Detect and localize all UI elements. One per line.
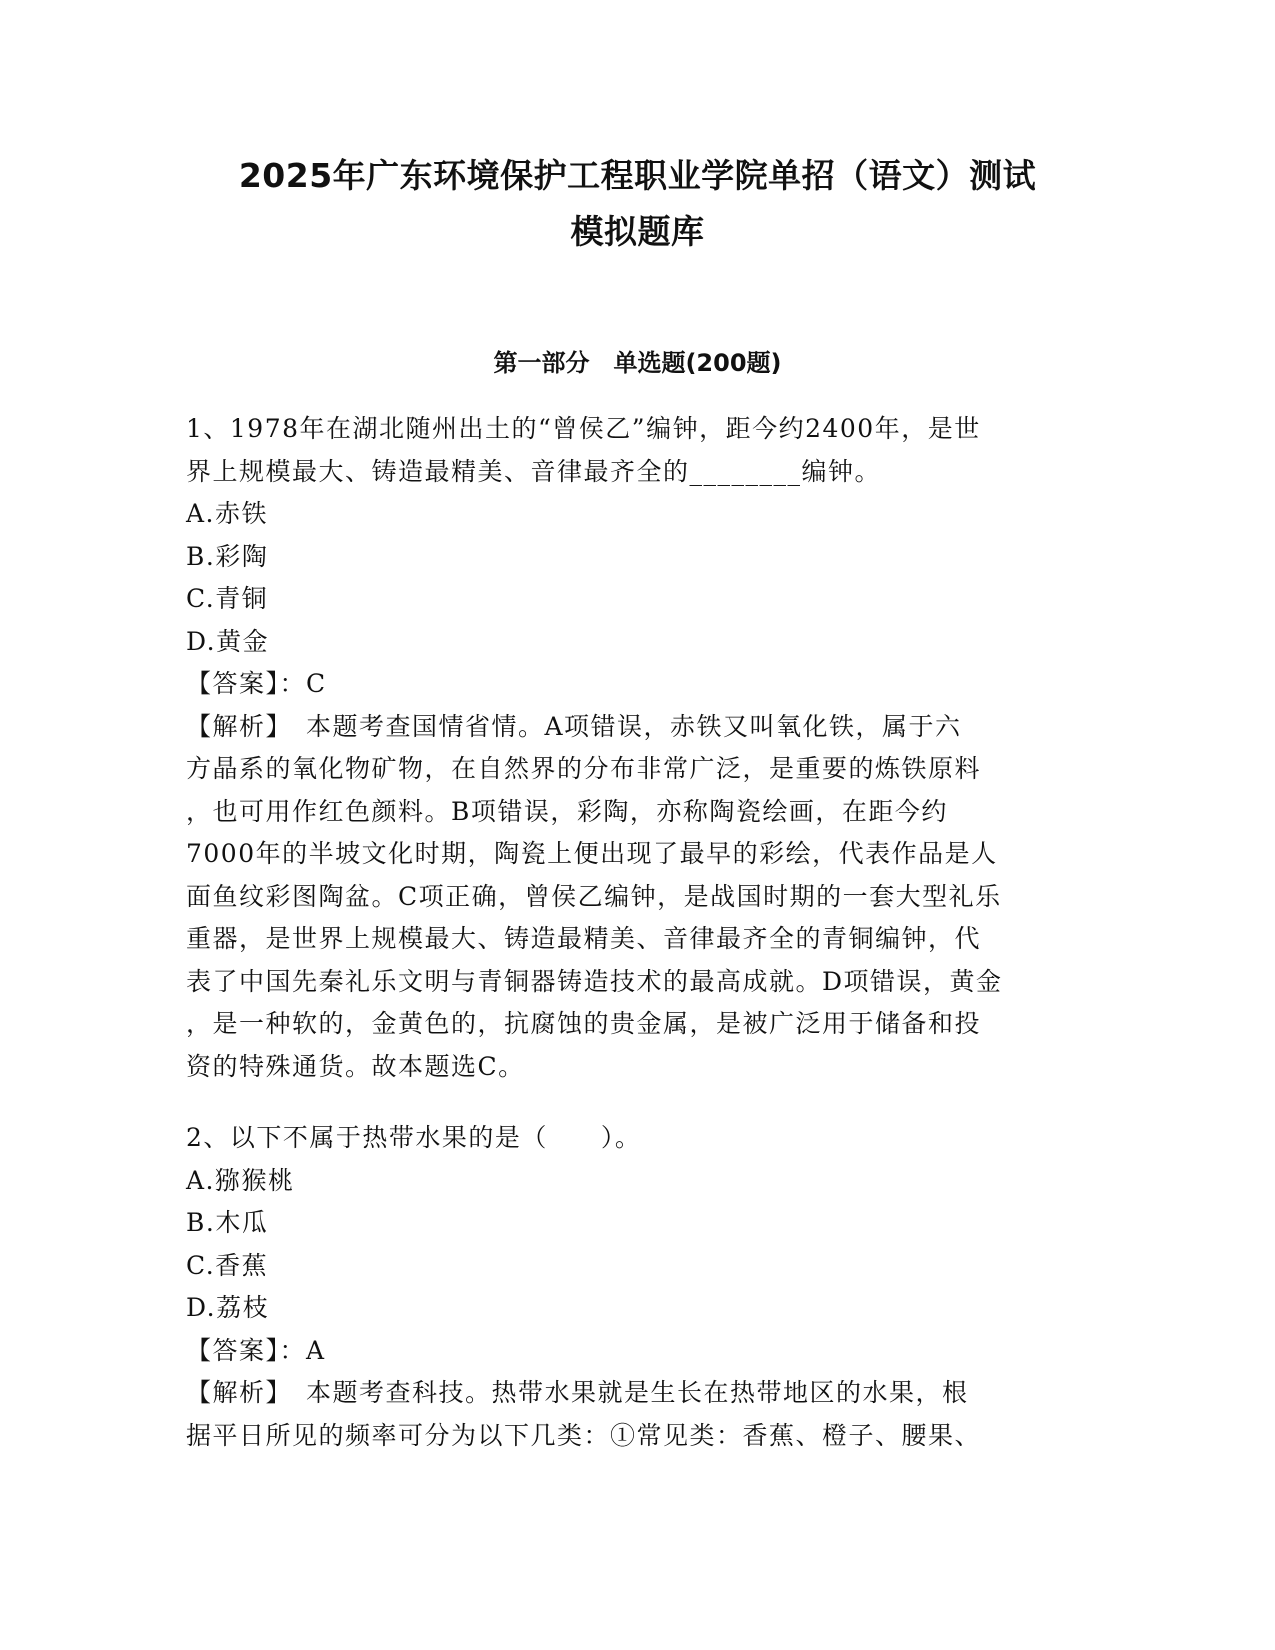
analysis-line: 重器，是世界上规模最大、铸造最精美、音律最齐全的青铜编钟，代 (186, 924, 982, 953)
analysis-line: 表了中国先秦礼乐文明与青铜器铸造技术的最高成就。D项错误，黄金 (186, 966, 1003, 996)
question-stem-line: 2、以下不属于热带水果的是（ ）。 (186, 1123, 642, 1152)
analysis-line: 据平日所见的频率可分为以下几类：①常见类：香蕉、橙子、腰果、 (186, 1420, 982, 1450)
question-block (186, 1117, 1086, 1457)
option-b: B.木瓜 (186, 1208, 269, 1237)
analysis-line: ，也可用作红色颜料。B项错误，彩陶，亦称陶瓷绘画，在距今约 (186, 796, 948, 826)
analysis-line: ，是一种软的，金黄色的，抗腐蚀的贵金属，是被广泛用于储备和投 (186, 1009, 982, 1038)
option-d: D.荔枝 (186, 1293, 270, 1322)
section-heading: 第一部分 单选题(200题) (493, 349, 782, 377)
analysis-line: 7000年的半坡文化时期，陶瓷上便出现了最早的彩绘，代表作品是人 (186, 839, 998, 868)
question-block (186, 408, 1086, 1088)
document-title-line: 模拟题库 (570, 212, 705, 251)
option-b: B.彩陶 (186, 541, 269, 571)
answer-line: 【答案】：A (186, 1335, 326, 1365)
analysis-line: 方晶系的氧化物矿物，在自然界的分布非常广泛，是重要的炼铁原料 (186, 754, 982, 783)
option-c: C.青铜 (186, 584, 269, 613)
option-a: A.赤铁 (186, 499, 269, 528)
question-stem-line: 界上规模最大、铸造最精美、音律最齐全的________编钟。 (186, 456, 882, 486)
question-stem-line: 1、1978年在湖北随州出土的“曾侯乙”编钟，距今约2400年，是世 (186, 414, 981, 443)
option-c: C.香蕉 (186, 1250, 269, 1280)
analysis-line: 【解析】 本题考查国情省情。A项错误，赤铁又叫氧化铁，属于六 (186, 711, 962, 741)
option-d: D.黄金 (186, 626, 270, 656)
analysis-line: 面鱼纹彩图陶盆。C项正确，曾侯乙编钟，是战国时期的一套大型礼乐 (186, 881, 1002, 911)
answer-line: 【答案】：C (186, 669, 327, 698)
analysis-line: 资的特殊通货。故本题选C。 (186, 1051, 525, 1081)
document-title-line: 2025年广东环境保护工程职业学院单招（语文）测试 (238, 156, 1037, 195)
option-a: A.猕猴桃 (186, 1165, 295, 1195)
analysis-line: 【解析】 本题考查科技。热带水果就是生长在热带地区的水果，根 (186, 1378, 969, 1407)
document-title (150, 148, 1125, 260)
